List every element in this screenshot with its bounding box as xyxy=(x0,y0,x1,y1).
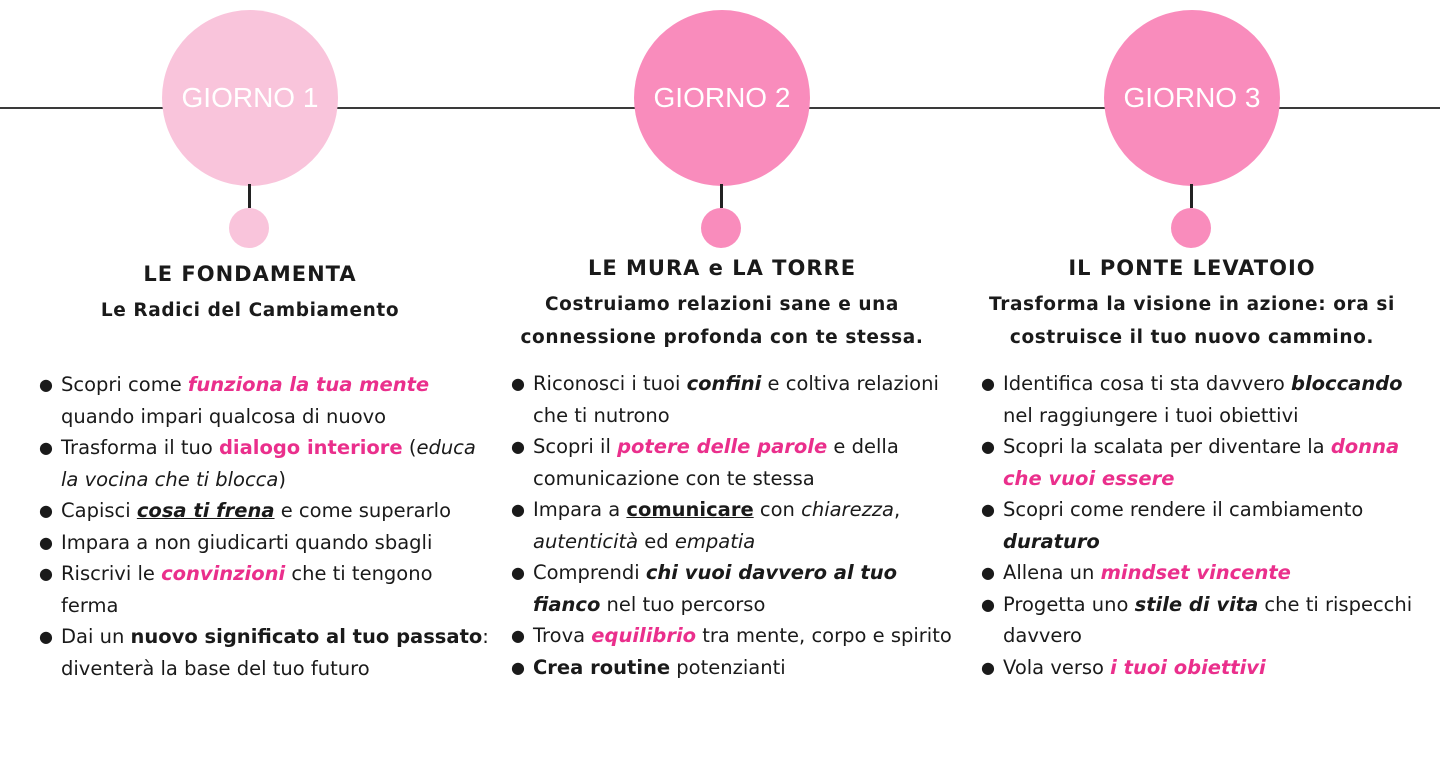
bullet-icon: ● xyxy=(981,563,995,582)
day-1-column xyxy=(15,0,489,784)
list-item: ● Riscrivi le convinzioni che ti tengono ferma xyxy=(35,558,490,621)
bullet-icon: ● xyxy=(981,594,995,614)
list-item: ● Trasforma il tuo dialogo interiore (educa la vocina che ti blocca) xyxy=(35,432,490,495)
list-item: ● Impara a non giudicarti quando sbagli xyxy=(35,527,490,559)
bullet-icon: ● xyxy=(981,500,995,519)
day-1-title: LE FONDAMENTA xyxy=(143,262,357,286)
day-2-connector xyxy=(720,184,723,208)
list-item: ● Identifica cosa ti sta davvero bloccando nel raggiungere i tuoi obiettivi xyxy=(977,368,1432,431)
day-3-label: GIORNO 3 xyxy=(1123,82,1261,113)
day-1-dot xyxy=(229,208,269,248)
emphasis-text: confini xyxy=(686,372,762,395)
list-item: ● Scopri la scalata per diventare la donna che vuoi essere xyxy=(977,431,1432,494)
bullet-icon: ● xyxy=(511,563,525,582)
day-1-label: GIORNO 1 xyxy=(181,82,319,113)
bullet-icon: ● xyxy=(39,375,53,394)
bullet-icon: ● xyxy=(511,657,525,677)
day-2-bullet-list xyxy=(507,368,962,683)
list-item: ● Progetta uno stile di vita che ti rispecchi davvero xyxy=(977,589,1432,652)
day-2-column xyxy=(487,0,957,784)
list-item: ● Riconosci i tuoi confini e coltiva relazioni che ti nutrono xyxy=(507,368,962,431)
list-item: ● Scopri come funziona la tua mente quando impari qualcosa di nuovo xyxy=(35,369,490,432)
list-item: ● Vola verso i tuoi obiettivi xyxy=(977,652,1432,684)
bullet-icon: ● xyxy=(39,532,53,552)
bullet-icon: ● xyxy=(39,627,53,646)
emphasis-text: bloccando xyxy=(1291,372,1403,395)
bullet-icon: ● xyxy=(981,657,995,677)
list-item: ● Allena un mindset vincente xyxy=(977,557,1432,589)
bullet-icon: ● xyxy=(981,437,995,456)
emphasis-text: comunicare xyxy=(626,498,754,521)
list-item: ● Dai un nuovo significato al tuo passato: diventerà la base del tuo futuro xyxy=(35,621,490,684)
highlight-text: funziona la tua mente xyxy=(187,373,430,396)
day-1-connector xyxy=(248,184,251,208)
emphasis-text: stile di vita xyxy=(1134,592,1259,616)
day-3-bullet-list xyxy=(977,368,1432,683)
highlight-text: mindset vincente xyxy=(1100,561,1291,584)
day-2-title: LE MURA e LA TORRE xyxy=(587,256,857,280)
highlight-text: potere delle parole xyxy=(617,435,828,458)
day-3-column xyxy=(957,0,1427,784)
bullet-icon: ● xyxy=(511,437,525,456)
day-3-title: IL PONTE LEVATOIO xyxy=(1068,256,1316,280)
highlight-text: dialogo interiore xyxy=(218,436,403,459)
day-2-subtitle: Costruiamo relazioni sane e una connessione profonda con te stessa. xyxy=(520,294,924,348)
day-3-circle xyxy=(1104,10,1280,186)
list-item: ● Comprendi chi vuoi davvero al tuo fianco nel tuo percorso xyxy=(507,557,962,620)
highlight-text: convinzioni xyxy=(161,562,286,585)
bullet-icon: ● xyxy=(511,374,525,393)
list-item: ● Trova equilibrio tra mente, corpo e spirito xyxy=(507,620,962,652)
list-item: ● Crea routine potenzianti xyxy=(507,652,962,684)
day-3-connector xyxy=(1190,184,1193,208)
day-1-bullet-list xyxy=(35,369,490,684)
emphasis-text: duraturo xyxy=(1003,529,1100,553)
emphasis-text: Crea routine xyxy=(533,655,671,679)
bullet-icon: ● xyxy=(39,564,53,583)
list-item: ● Scopri il potere delle parole e della comunicazione con te stessa xyxy=(507,431,962,494)
day-1-circle xyxy=(162,10,338,186)
list-item: ● Capisci cosa ti frena e come superarlo xyxy=(35,495,490,527)
day-2-dot xyxy=(701,208,741,248)
highlight-text: equilibrio xyxy=(591,624,697,647)
bullet-icon: ● xyxy=(981,374,995,393)
highlight-text: i tuoi obiettivi xyxy=(1110,655,1266,679)
list-item: ● Impara a comunicare con chiarezza, autenticità ed empatia xyxy=(507,494,962,557)
bullet-icon: ● xyxy=(39,438,53,457)
list-item: ● Scopri come rendere il cambiamento duraturo xyxy=(977,494,1432,557)
day-3-subtitle: Trasforma la visione in azione: ora si costruisce il tuo nuovo cammino. xyxy=(989,294,1395,348)
highlight-text: donna che vuoi essere xyxy=(1003,435,1400,490)
day-2-circle xyxy=(634,10,810,186)
emphasis-text: chi vuoi davvero al tuo fianco xyxy=(533,561,898,616)
day-3-dot xyxy=(1171,208,1211,248)
emphasis-text: cosa ti frena xyxy=(136,499,275,522)
day-2-label: GIORNO 2 xyxy=(653,82,791,113)
bullet-icon: ● xyxy=(39,501,53,520)
bullet-icon: ● xyxy=(511,626,525,645)
emphasis-text: nuovo significato al tuo passato xyxy=(130,625,483,648)
bullet-icon: ● xyxy=(511,500,525,519)
day-1-subtitle: Le Radici del Cambiamento xyxy=(100,300,400,321)
